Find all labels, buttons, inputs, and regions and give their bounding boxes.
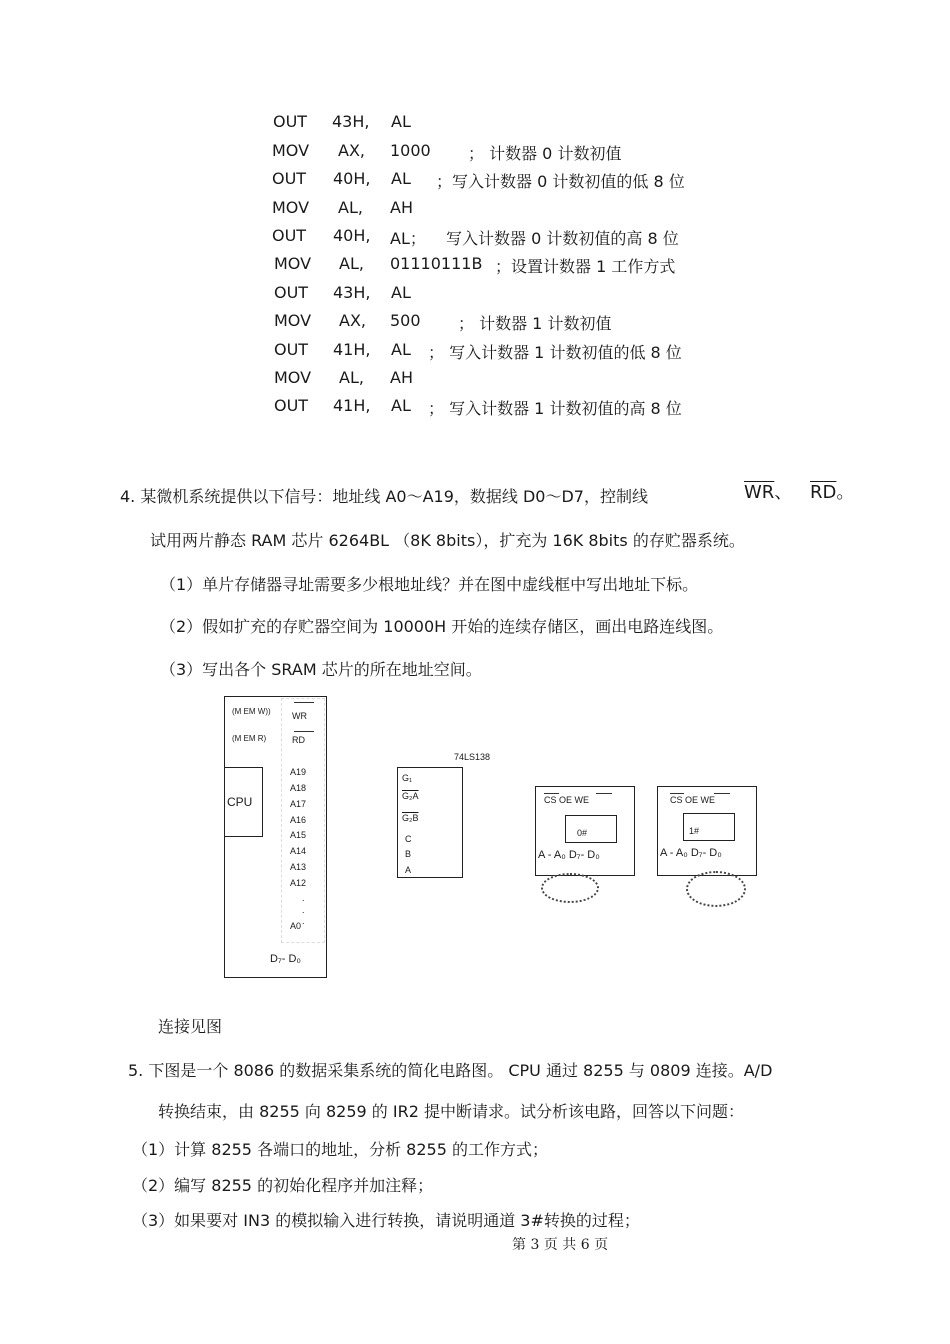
connect-note: 连接见图	[158, 1017, 223, 1036]
memw-label: (M EM W))	[232, 707, 271, 716]
decoder-pin: G₁	[402, 773, 413, 783]
code-comment: ； 写入计数器 1 计数初值的低 8 位	[428, 343, 682, 362]
code-operand: 41H,	[333, 340, 371, 359]
q4-line2: 试用两片静态 RAM 芯片 6264BL （8K 8bits），扩充为 16K 8bits 的存贮器系统。	[150, 531, 745, 550]
q4-subquestion-3: （3）写出各个 SRAM 芯片的所在地址空间。	[160, 660, 482, 679]
code-comment: ； 写入计数器 1 计数初值的高 8 位	[428, 399, 682, 418]
code-operand: AL；	[390, 229, 426, 248]
chip1-cs-overline	[670, 793, 684, 794]
code-operand: AL,	[338, 198, 363, 217]
code-opcode: OUT	[272, 169, 307, 188]
code-opcode: MOV	[272, 141, 310, 160]
code-operand: AL	[391, 112, 411, 131]
code-opcode: MOV	[274, 368, 312, 387]
rd-overline	[294, 731, 314, 732]
cpu-address-pin: .	[302, 905, 305, 915]
code-operand: 500	[390, 311, 421, 330]
decoder-pin: A	[405, 865, 412, 875]
code-operand: AX,	[339, 311, 366, 330]
code-operand: 40H,	[333, 169, 371, 188]
code-opcode: MOV	[272, 198, 310, 217]
code-operand: AH	[390, 198, 413, 217]
cpu-address-pin: A19	[290, 767, 307, 777]
decoder-pin: G₂B	[402, 813, 419, 823]
q4-period: 。	[836, 482, 855, 503]
cpu-rd-pin: RD	[292, 735, 305, 745]
cpu-address-pin: A17	[290, 799, 307, 809]
code-operand: AH	[390, 368, 413, 387]
decoder-pin: C	[405, 834, 412, 844]
code-operand: AL	[391, 169, 411, 188]
cpu-address-pin: A15	[290, 830, 307, 840]
code-operand: 1000	[390, 141, 431, 160]
chip0-cs-overline	[544, 793, 559, 794]
code-operand: 41H,	[333, 396, 371, 415]
chip0-bus-pins: A - A₀ D₇- D₀	[538, 849, 600, 861]
q4-control-signals	[744, 478, 854, 504]
code-opcode: MOV	[274, 254, 312, 273]
code-operand: AL	[391, 283, 411, 302]
cpu-label: CPU	[227, 795, 253, 809]
code-opcode: MOV	[274, 311, 312, 330]
code-comment: 写入计数器 0 计数初值的高 8 位	[446, 229, 679, 248]
cpu-address-pin: .	[302, 893, 305, 903]
cpu-address-pin: A12	[290, 878, 307, 888]
code-comment: ；设置计数器 1 工作方式	[495, 257, 676, 276]
code-opcode: OUT	[272, 226, 307, 245]
chip1-dashed-oval	[686, 871, 746, 907]
q5-line2: 转换结束，由 8255 向 8259 的 IR2 提中断请求。试分析该电路，回答以下问题：	[158, 1102, 744, 1121]
decoder-title: 74LS138	[454, 752, 491, 762]
code-operand: AL	[391, 340, 411, 359]
page-footer: 第 3 页 共 6 页	[512, 1237, 609, 1253]
q4-subquestion-1: （1）单片存储器寻址需要多少根地址线？并在图中虚线框中写出地址下标。	[160, 575, 699, 594]
q4-line1	[120, 484, 648, 507]
chip0-dashed-oval	[541, 873, 599, 903]
code-operand: 43H,	[332, 112, 370, 131]
cpu-address-pin: A16	[290, 815, 307, 825]
code-comment: ； 计数器 0 计数初值	[468, 144, 622, 163]
cpu-address-pin: .	[302, 916, 305, 926]
code-opcode: OUT	[273, 112, 308, 131]
decoder-pin: G₂A	[402, 791, 419, 801]
rd-signal: $\overline{RD}$	[810, 482, 837, 503]
code-operand: 40H,	[333, 226, 371, 245]
chip1-label: 1#	[689, 826, 700, 836]
code-operand: 43H,	[333, 283, 371, 302]
code-operand: AL,	[339, 368, 364, 387]
cpu-data-bus: D₇- D₀	[270, 953, 301, 965]
q5-subquestion-1: （1）计算 8255 各端口的地址，分析 8255 的工作方式；	[132, 1140, 548, 1159]
chip1-bus-pins: A - A₀ D₇- D₀	[660, 847, 722, 859]
q5-subquestion-3: （3）如果要对 IN3 的模拟输入进行转换，请说明通道 3#转换的过程；	[132, 1211, 640, 1230]
cpu-wr-pin: WR	[292, 711, 307, 721]
chip0-control-pins: CS OE WE	[544, 795, 590, 805]
cpu-address-pin: A14	[290, 846, 307, 856]
code-operand: AX,	[338, 141, 365, 160]
chip0-label: 0#	[577, 828, 588, 838]
code-opcode: OUT	[274, 396, 309, 415]
cpu-address-pin: A0	[290, 921, 302, 931]
cpu-address-pin: A18	[290, 783, 307, 793]
code-comment: ；写入计数器 0 计数初值的低 8 位	[436, 172, 685, 191]
memr-label: (M EM R)	[232, 734, 267, 743]
chip0-label-box	[565, 815, 617, 843]
signal-separator: 、	[774, 482, 793, 503]
code-operand: 01110111B	[390, 254, 483, 273]
q5-line1: 5. 下图是一个 8086 的数据采集系统的简化电路图。 CPU 通过 8255 与 0809 连接。A/D	[128, 1061, 773, 1080]
code-operand: AL	[391, 396, 411, 415]
wr-overline	[294, 702, 314, 703]
q4-line1-text: 4. 某微机系统提供以下信号：地址线 A0～A19，数据线 D0～D7，控制线	[120, 487, 648, 506]
q5-subquestion-2: （2）编写 8255 的初始化程序并加注释；	[132, 1176, 434, 1195]
q4-subquestion-2: （2）假如扩充的存贮器空间为 10000H 开始的连续存储区，画出电路连线图。	[160, 617, 724, 636]
code-opcode: OUT	[274, 283, 309, 302]
wr-signal: $\overline{WR}$	[744, 482, 775, 503]
chip1-we-overline	[714, 793, 730, 794]
code-opcode: OUT	[274, 340, 309, 359]
chip1-control-pins: CS OE WE	[670, 795, 716, 805]
decoder-pin: B	[405, 849, 412, 859]
code-comment: ； 计数器 1 计数初值	[458, 314, 612, 333]
chip0-we-overline	[596, 793, 612, 794]
cpu-address-pin: A13	[290, 862, 307, 872]
code-operand: AL,	[339, 254, 364, 273]
